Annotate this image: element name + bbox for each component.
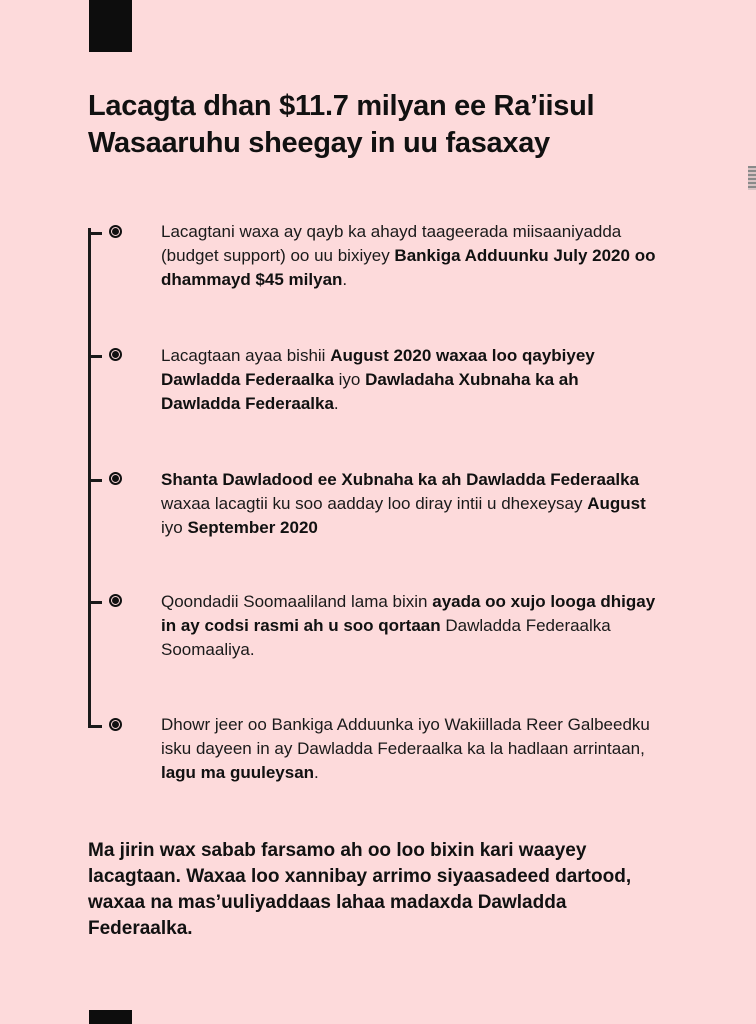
- item-text: Dawladda Federaalka Soomaaliya.: [161, 616, 611, 659]
- bullet-icon: [109, 718, 122, 731]
- side-scroll-marker: [748, 166, 756, 190]
- timeline-item-5: [161, 713, 661, 785]
- bullet-icon: [109, 225, 122, 238]
- item-text: iyo: [333, 370, 366, 389]
- timeline-line: [88, 228, 91, 728]
- item-bold-text: Shanta Dawladood ee Xubnaha ka ah Dawladda Federaalka: [161, 470, 640, 489]
- item-text: .: [314, 763, 319, 782]
- item-text: .: [333, 394, 339, 413]
- item-text: Dhowr jeer oo Bankiga Adduunka iyo Wakiillada Reer Galbeedku isku dayeen in ay Dawladda Federaalka ka la hadlaan arrintaan,: [161, 715, 650, 758]
- item-bold-text: September 2020: [187, 518, 318, 537]
- item-text: waxaa lacagtii ku soo aadday loo diray intii u dhexeysay: [161, 494, 588, 513]
- timeline-item-2: [161, 344, 661, 416]
- item-text: Lacagtani waxa ay qayb ka ahayd taageerada miisaaniyadda (budget support) oo uu bixiyey: [161, 222, 622, 265]
- timeline-item-3: [161, 468, 661, 540]
- item-bold-text: ayada oo xujo looga dhigay in ay codsi rasmi ah u soo qortaan: [161, 592, 656, 635]
- timeline-tick: [88, 725, 102, 728]
- item-text: .: [342, 270, 348, 289]
- item-bold-text: Dawladaha Xubnaha ka ah Dawladda Federaalka: [161, 370, 579, 413]
- timeline-tick: [88, 601, 102, 604]
- timeline-tick: [88, 355, 102, 358]
- item-bold-text: Bankiga Adduunku July 2020 oo dhammayd $45 milyan: [161, 246, 656, 289]
- conclusion-text: Ma jirin wax sabab farsamo ah oo loo bixin kari waayey lacagtaan. Waxaa loo xannibay arrimo siyaasadeed dartood, waxaa na mas’uuliyaddaas lahaa madaxda Dawladda Federaalka.: [88, 840, 632, 939]
- bullet-icon: [109, 348, 122, 361]
- timeline-item-1: [161, 220, 661, 292]
- page-title: Lacagta dhan $11.7 milyan ee Ra’iisul Wasaaruhu sheegay in uu fasaxay: [88, 90, 595, 159]
- top-decorative-block: [89, 0, 132, 52]
- item-text: Qoondadii Soomaaliland lama bixin: [161, 592, 433, 611]
- timeline-item-4: [161, 590, 661, 662]
- item-bold-text: lagu ma guuleysan: [161, 763, 315, 782]
- timeline-tick: [88, 479, 102, 482]
- item-bold-text: August 2020 waxaa loo qaybiyey Dawladda Federaalka: [161, 346, 595, 389]
- item-text: iyo: [161, 518, 188, 537]
- timeline-tick: [88, 232, 102, 235]
- item-bold-text: August: [587, 494, 646, 513]
- bottom-decorative-block: [89, 1010, 132, 1024]
- item-text: Lacagtaan ayaa bishii: [161, 346, 331, 365]
- bullet-icon: [109, 594, 122, 607]
- bullet-icon: [109, 472, 122, 485]
